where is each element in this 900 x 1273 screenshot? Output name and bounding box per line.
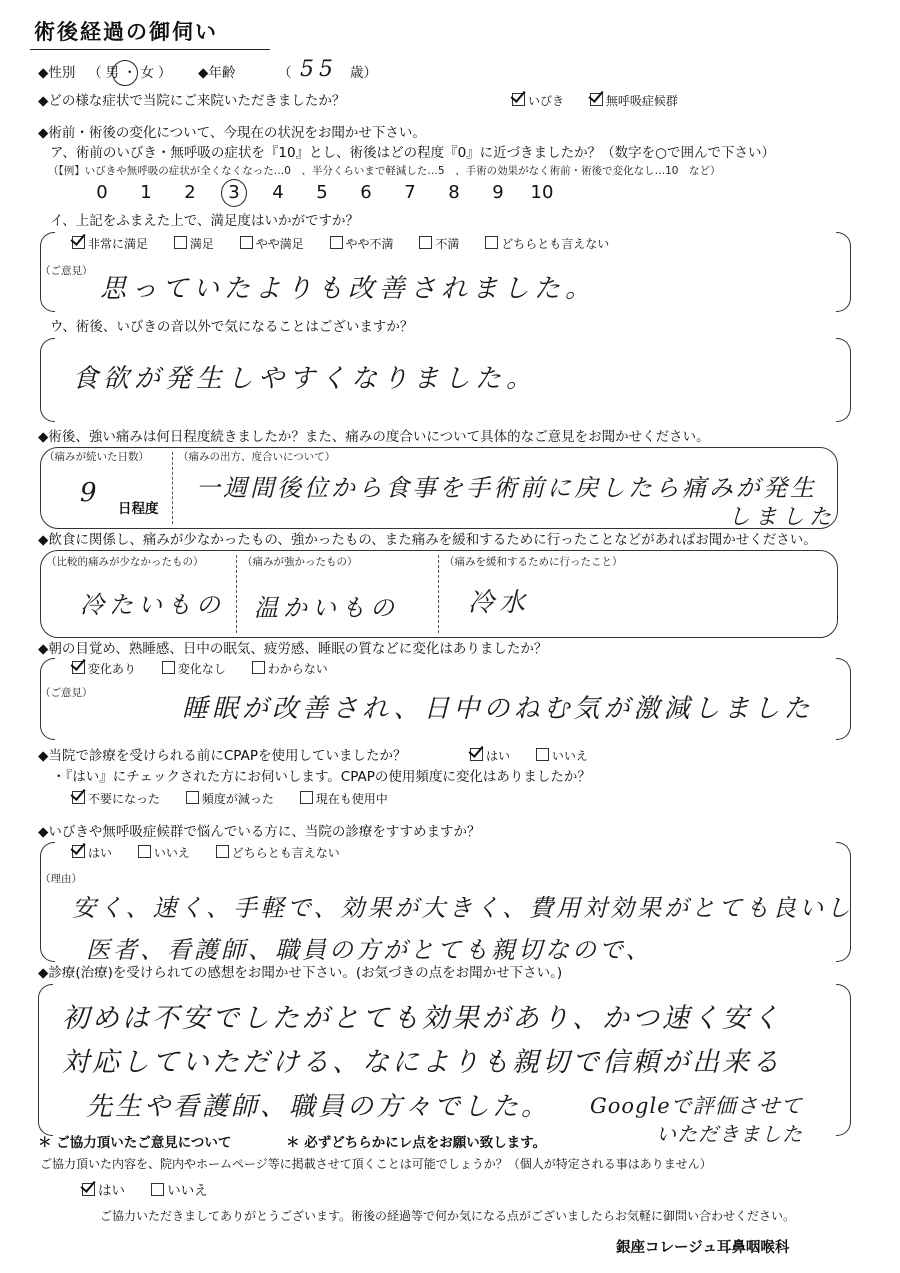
footer-note2: ＊ 必ずどちらかにレ点をお願い致します。 bbox=[286, 1135, 547, 1151]
scale-7[interactable]: 7 bbox=[404, 182, 416, 203]
q5-options bbox=[72, 661, 350, 677]
divider bbox=[236, 555, 237, 633]
satisfaction-somewhat-dis[interactable]: やや不満 bbox=[330, 236, 394, 252]
permission-yes[interactable]: はい bbox=[82, 1182, 125, 1200]
permission-no[interactable]: いいえ bbox=[151, 1182, 208, 1200]
reason-label: （理由） bbox=[40, 873, 82, 885]
scale-2[interactable]: 2 bbox=[184, 182, 196, 203]
q8-line2[interactable]: 対応していただける、なによりも親切で信頼が出来る bbox=[62, 1047, 782, 1078]
checkbox-icon[interactable] bbox=[72, 661, 85, 674]
checkbox-icon[interactable] bbox=[82, 1183, 95, 1196]
q5-option-unchanged[interactable]: 変化なし bbox=[162, 661, 226, 677]
checkbox-icon[interactable] bbox=[240, 236, 253, 249]
checkbox-icon[interactable] bbox=[72, 845, 85, 858]
q7-options bbox=[72, 845, 362, 861]
scale-8[interactable]: 8 bbox=[448, 182, 460, 203]
relief-label: （痛みを緩和するために行ったこと） bbox=[444, 556, 623, 568]
opinion-label: （ご意見） bbox=[40, 687, 93, 699]
q7-reason-line2[interactable]: 医者、看護師、職員の方がとても親切なので、 bbox=[86, 936, 653, 964]
q1-text: ◆どの様な症状で当院にご来院いただきましたか？ bbox=[38, 93, 346, 109]
more-pain-label: （痛みが強かったもの） bbox=[242, 556, 358, 568]
less-pain-label: （比較的痛みが少なかったもの） bbox=[46, 556, 204, 568]
checkbox-icon[interactable] bbox=[72, 236, 85, 249]
q6-option-yes[interactable]: はい bbox=[470, 748, 510, 764]
scale-1[interactable]: 1 bbox=[140, 182, 152, 203]
q2-example: （【例】いびきや無呼吸の症状が全くなくなった…0 、半分くらいまで軽減した…5 、手術の効果がなく術前・術後で変化なし…10 など） bbox=[48, 165, 721, 177]
checkbox-icon[interactable] bbox=[536, 748, 549, 761]
q8-line4[interactable]: Googleで評価させて bbox=[590, 1094, 803, 1118]
satisfaction-options bbox=[72, 236, 631, 252]
bracket-right bbox=[836, 658, 851, 740]
clinic-name: 銀座コレージュ耳鼻咽喉科 bbox=[616, 1240, 790, 1256]
q2-u-answer[interactable]: 食欲が発生しやすくなりました。 bbox=[72, 364, 538, 394]
satisfaction-very[interactable]: 非常に満足 bbox=[72, 236, 148, 252]
q2-text: ◆術前・術後の変化について、今現在の状況をお聞かせ下さい。 bbox=[38, 125, 426, 141]
checkbox-icon[interactable] bbox=[162, 661, 175, 674]
checkbox-icon[interactable] bbox=[151, 1183, 164, 1196]
permission-text: ご協力頂いた内容を、院内やホームページ等に掲載させて頂くことは可能でしょうか？（個人が特定される事はありません） bbox=[40, 1157, 712, 1171]
cpap-still-using[interactable]: 現在も使用中 bbox=[300, 791, 388, 807]
q7-option-no[interactable]: いいえ bbox=[138, 845, 190, 861]
scale-9[interactable]: 9 bbox=[492, 182, 504, 203]
q6-options bbox=[470, 748, 610, 764]
age-label: ◆年齢 bbox=[198, 65, 236, 81]
gender-label: ◆性別 bbox=[38, 65, 76, 81]
relief-value[interactable]: 冷水 bbox=[468, 588, 531, 618]
pain-days-value[interactable]: 9 bbox=[80, 478, 102, 508]
improvement-scale bbox=[80, 182, 564, 203]
scale-6[interactable]: 6 bbox=[360, 182, 372, 203]
q8-line5[interactable]: いただきました bbox=[656, 1122, 803, 1146]
checkbox-icon[interactable] bbox=[138, 845, 151, 858]
satisfaction-dis[interactable]: 不満 bbox=[419, 236, 459, 252]
scale-0[interactable]: 0 bbox=[96, 182, 108, 203]
q3-text: ◆術後、強い痛みは何日程度続きましたか？また、痛みの度合いについて具体的なご意見をお聞かせください。 bbox=[38, 429, 710, 445]
title-underline bbox=[30, 49, 270, 50]
q7-option-yes[interactable]: はい bbox=[72, 845, 112, 861]
q8-line1[interactable]: 初めは不安でしたがとても効果があり、かつ速く安く bbox=[62, 1003, 782, 1034]
permission-options bbox=[82, 1182, 230, 1200]
q1-option-snoring[interactable]: いびき bbox=[512, 93, 564, 109]
q7-text: ◆いびきや無呼吸症候群で悩んでいる方に、当院の診療をすすめますか？ bbox=[38, 824, 481, 840]
q2-i-text: イ、上記をふまえた上で、満足度はいかがですか？ bbox=[50, 213, 360, 229]
pain-days-unit: 日程度 bbox=[118, 501, 159, 517]
q5-opinion-answer[interactable]: 睡眠が改善され、日中のねむ気が激減しました bbox=[182, 694, 814, 724]
scale-4[interactable]: 4 bbox=[272, 182, 284, 203]
age-unit: 歳） bbox=[350, 65, 377, 81]
pain-detail-line1[interactable]: 一週間後位から食事を手術前に戻したら痛みが発生 bbox=[196, 474, 817, 502]
q7-reason-line1[interactable]: 安く、速く、手軽で、効果が大きく、費用対効果がとても良いし bbox=[72, 894, 854, 922]
thanks-text: ご協力いただきましてありがとうございます。術後の経過等で何か気になる点がございましたらお気軽に御問い合わせください。 bbox=[100, 1209, 796, 1223]
age-value[interactable]: 55 bbox=[300, 57, 338, 82]
more-pain-value[interactable]: 温かいもの bbox=[254, 594, 399, 622]
gender-male-circle bbox=[112, 60, 138, 86]
satisfaction-neither[interactable]: どちらとも言えない bbox=[485, 236, 609, 252]
scale-5[interactable]: 5 bbox=[316, 182, 328, 203]
satisfaction-satisfied[interactable]: 満足 bbox=[174, 236, 214, 252]
checkbox-icon[interactable] bbox=[512, 93, 525, 106]
q8-text: ◆診療(治療)を受けられての感想をお聞かせ下さい。(お気づきの点をお聞かせ下さい。) bbox=[38, 965, 563, 981]
q2-a-text: ア、術前のいびき・無呼吸の症状を『10』とし、術後はどの程度『0』に近づきましたか？（数字を○で囲んで下さい） bbox=[50, 145, 775, 161]
bracket-right bbox=[836, 232, 851, 312]
q6-sub-options bbox=[72, 791, 410, 807]
q5-option-changed[interactable]: 変化あり bbox=[72, 661, 136, 677]
q4-text: ◆飲食に関係し、痛みが少なかったもの、強かったもの、また痛みを緩和するために行ったことなどがあればお聞かせください。 bbox=[38, 532, 817, 548]
divider bbox=[172, 452, 173, 524]
checkbox-icon[interactable] bbox=[186, 791, 199, 804]
q6-text: ◆当院で診療を受けられる前にCPAPを使用していましたか？ bbox=[38, 748, 407, 764]
satisfaction-somewhat[interactable]: やや満足 bbox=[240, 236, 304, 252]
q1-option-apnea[interactable]: 無呼吸症候群 bbox=[590, 93, 678, 109]
q6-sub-text: ・『はい』にチェックされた方にお伺いします。CPAPの使用頻度に変化はありましたか？ bbox=[52, 769, 591, 785]
pain-days-label: （痛みが続いた日数） bbox=[44, 451, 149, 463]
q6-option-no[interactable]: いいえ bbox=[536, 748, 588, 764]
q1-options bbox=[512, 93, 700, 109]
checkbox-icon[interactable] bbox=[470, 748, 483, 761]
less-pain-value[interactable]: 冷たいもの bbox=[80, 591, 225, 619]
cpap-less-frequent[interactable]: 頻度が減った bbox=[186, 791, 274, 807]
checkbox-icon[interactable] bbox=[300, 791, 313, 804]
page-title: 術後経過の御伺い bbox=[34, 20, 218, 44]
age-open-paren: （ bbox=[278, 65, 292, 81]
q8-line3[interactable]: 先生や看護師、職員の方々でした。 bbox=[86, 1092, 551, 1122]
scale-3-selected[interactable]: 3 bbox=[212, 182, 256, 203]
q5-text: ◆朝の目覚め、熟睡感、日中の眠気、疲労感、睡眠の質などに変化はありましたか？ bbox=[38, 641, 548, 657]
q7-option-neither[interactable]: どちらとも言えない bbox=[216, 845, 340, 861]
cpap-no-longer-needed[interactable]: 不要になった bbox=[72, 791, 160, 807]
checkbox-icon[interactable] bbox=[216, 845, 229, 858]
gender-options[interactable]: （男・女） bbox=[88, 65, 176, 81]
bracket-left bbox=[40, 842, 55, 962]
checkbox-icon[interactable] bbox=[174, 236, 187, 249]
checkbox-icon[interactable] bbox=[330, 236, 343, 249]
bracket-left bbox=[40, 338, 55, 422]
checkbox-icon[interactable] bbox=[590, 93, 603, 106]
q2-opinion-answer[interactable]: 思っていたよりも改善されました。 bbox=[100, 274, 597, 304]
bracket-right bbox=[836, 338, 851, 422]
bracket-left bbox=[38, 984, 53, 1136]
opinion-label: （ご意見） bbox=[40, 265, 93, 277]
checkbox-icon[interactable] bbox=[72, 791, 85, 804]
checkbox-icon[interactable] bbox=[419, 236, 432, 249]
checkbox-icon[interactable] bbox=[485, 236, 498, 249]
q5-option-unknown[interactable]: わからない bbox=[252, 661, 328, 677]
pain-detail-line2[interactable]: しました bbox=[728, 505, 837, 530]
bracket-right bbox=[836, 984, 851, 1136]
scale-10[interactable]: 10 bbox=[530, 182, 554, 203]
checkbox-icon[interactable] bbox=[252, 661, 265, 674]
q2-u-text: ウ、術後、いびきの音以外で気になることはございますか？ bbox=[50, 319, 414, 335]
footer-note1: ＊ ご協力頂いたご意見について bbox=[38, 1135, 232, 1151]
divider bbox=[438, 555, 439, 633]
pain-detail-label: （痛みの出方、度合いについて） bbox=[178, 451, 336, 463]
